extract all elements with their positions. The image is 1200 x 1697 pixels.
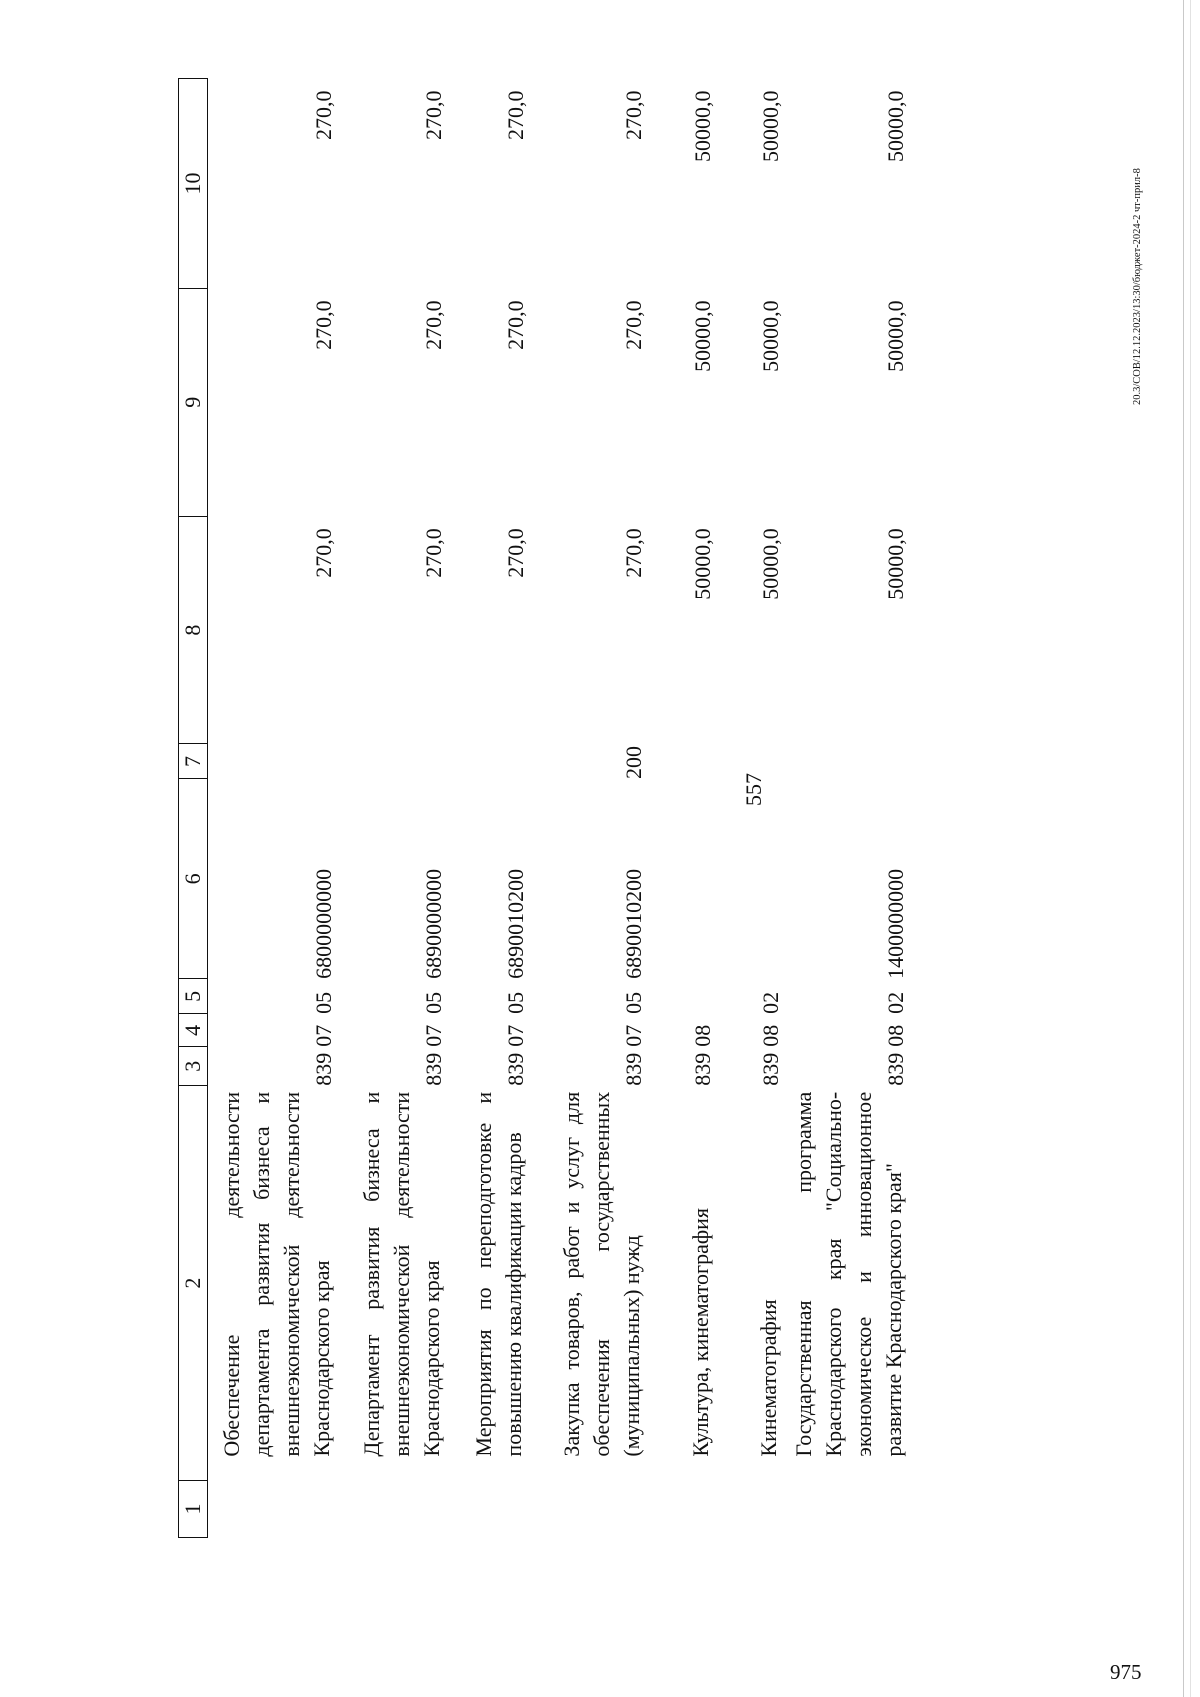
cell-col9: 50000,0 — [690, 300, 715, 372]
cell-col9: 270,0 — [421, 300, 446, 350]
column-header: 8 — [179, 516, 208, 744]
cell-col10: 50000,0 — [758, 90, 783, 162]
scan-edge-line — [1190, 0, 1191, 1697]
cell-col8: 50000,0 — [690, 528, 715, 600]
cell-col3: 839 — [621, 1052, 646, 1086]
cell-col5: 05 — [421, 991, 446, 1014]
cell-col5: 05 — [621, 991, 646, 1014]
cell-col4: 07 — [421, 1024, 446, 1047]
row-name: Обеспечение деятельности департамента развития бизнеса и внешнеэкономической деятельности Краснодарского края — [219, 1091, 334, 1457]
cell-col7 — [337, 744, 447, 779]
column-header: 7 — [179, 744, 208, 779]
cell-col7 — [647, 744, 716, 779]
cell-col9: 50000,0 — [758, 300, 783, 372]
cell-col6: 1400000000 — [883, 868, 908, 979]
cell-col9: 270,0 — [621, 300, 646, 350]
column-header: 4 — [179, 1014, 208, 1047]
cell-col10: 270,0 — [421, 90, 446, 140]
row-name: Кинематография — [756, 1299, 781, 1457]
table-row — [337, 79, 447, 1538]
cell-col10: 270,0 — [503, 90, 528, 140]
cell-col3: 839 — [690, 1052, 715, 1086]
row-name: Государственная программа Краснодарского края "Социально-экономическое и инновационное развитие Краснодарского края" — [791, 1091, 906, 1457]
cell-col6: 6800000000 — [311, 868, 336, 979]
scan-edge-line — [1183, 0, 1184, 1697]
table-row — [529, 79, 647, 1538]
cell-col7: 200 — [621, 745, 646, 779]
cell-col8: 270,0 — [503, 528, 528, 578]
cell-col6: 6890010200 — [503, 868, 528, 979]
table-row — [784, 79, 909, 1538]
column-header: 5 — [179, 979, 208, 1014]
table-row — [647, 79, 716, 1538]
column-header: 2 — [179, 1086, 208, 1481]
rotated-table-container — [178, 78, 1178, 1538]
cell-col8: 270,0 — [621, 528, 646, 578]
column-header: 9 — [179, 288, 208, 516]
cell-col6 — [647, 779, 716, 979]
cell-col8: 50000,0 — [883, 528, 908, 600]
cell-col5: 02 — [883, 991, 908, 1014]
cell-col7 — [716, 744, 784, 779]
cell-col7 — [784, 744, 909, 779]
cell-col8: 270,0 — [311, 528, 336, 578]
document-stamp: 20.3/СОВ/12.12.2023/13:30/бюджет-2024-2 чт-прил-8 — [1132, 168, 1143, 405]
cell-col9: 270,0 — [311, 300, 336, 350]
cell-col10: 50000,0 — [690, 90, 715, 162]
column-header: 1 — [179, 1481, 208, 1538]
cell-col7 — [208, 744, 338, 779]
budget-table — [178, 78, 909, 1538]
row-name: Мероприятия по переподготовке и повышению квалификации кадров — [471, 1091, 526, 1457]
cell-col4: 07 — [311, 1024, 336, 1047]
cell-col7 — [447, 744, 529, 779]
cell-col3: 839 — [421, 1052, 446, 1086]
cell-col4: 07 — [503, 1024, 528, 1047]
page-number-top: 557 — [741, 773, 766, 806]
cell-col3: 839 — [503, 1052, 528, 1086]
cell-col10: 270,0 — [621, 90, 646, 140]
cell-col4: 07 — [621, 1024, 646, 1047]
cell-col3: 839 — [311, 1052, 336, 1086]
cell-col9: 270,0 — [503, 300, 528, 350]
cell-col4: 08 — [883, 1024, 908, 1047]
row-name: Культура, кинематография — [688, 1208, 713, 1457]
cell-col3: 839 — [883, 1052, 908, 1086]
cell-col4: 08 — [690, 1024, 715, 1047]
cell-col5: 05 — [311, 991, 336, 1014]
cell-col10: 270,0 — [311, 90, 336, 140]
cell-col3: 839 — [758, 1052, 783, 1086]
table-row — [208, 79, 338, 1538]
cell-col10: 50000,0 — [883, 90, 908, 162]
cell-col8: 270,0 — [421, 528, 446, 578]
column-header: 10 — [179, 79, 208, 289]
row-name: Закупка товаров, работ и услуг для обеспечения государственных (муниципальных) нужд — [559, 1091, 644, 1457]
cell-col6 — [716, 779, 784, 979]
table-row — [447, 79, 529, 1538]
cell-col5: 05 — [503, 991, 528, 1014]
cell-col9: 50000,0 — [883, 300, 908, 372]
cell-col5: 02 — [758, 991, 783, 1014]
cell-col6: 6890000000 — [421, 868, 446, 979]
cell-col4: 08 — [758, 1024, 783, 1047]
column-header: 3 — [179, 1047, 208, 1086]
row-name: Департамент развития бизнеса и внешнеэкономической деятельности Краснодарского края — [359, 1091, 444, 1457]
column-header: 6 — [179, 779, 208, 979]
header-row — [179, 79, 208, 1538]
cell-col5 — [647, 979, 716, 1014]
table-row — [716, 79, 784, 1538]
cell-col6: 6890010200 — [621, 868, 646, 979]
cell-col8: 50000,0 — [758, 528, 783, 600]
page-number-bottom: 975 — [1110, 1660, 1142, 1684]
